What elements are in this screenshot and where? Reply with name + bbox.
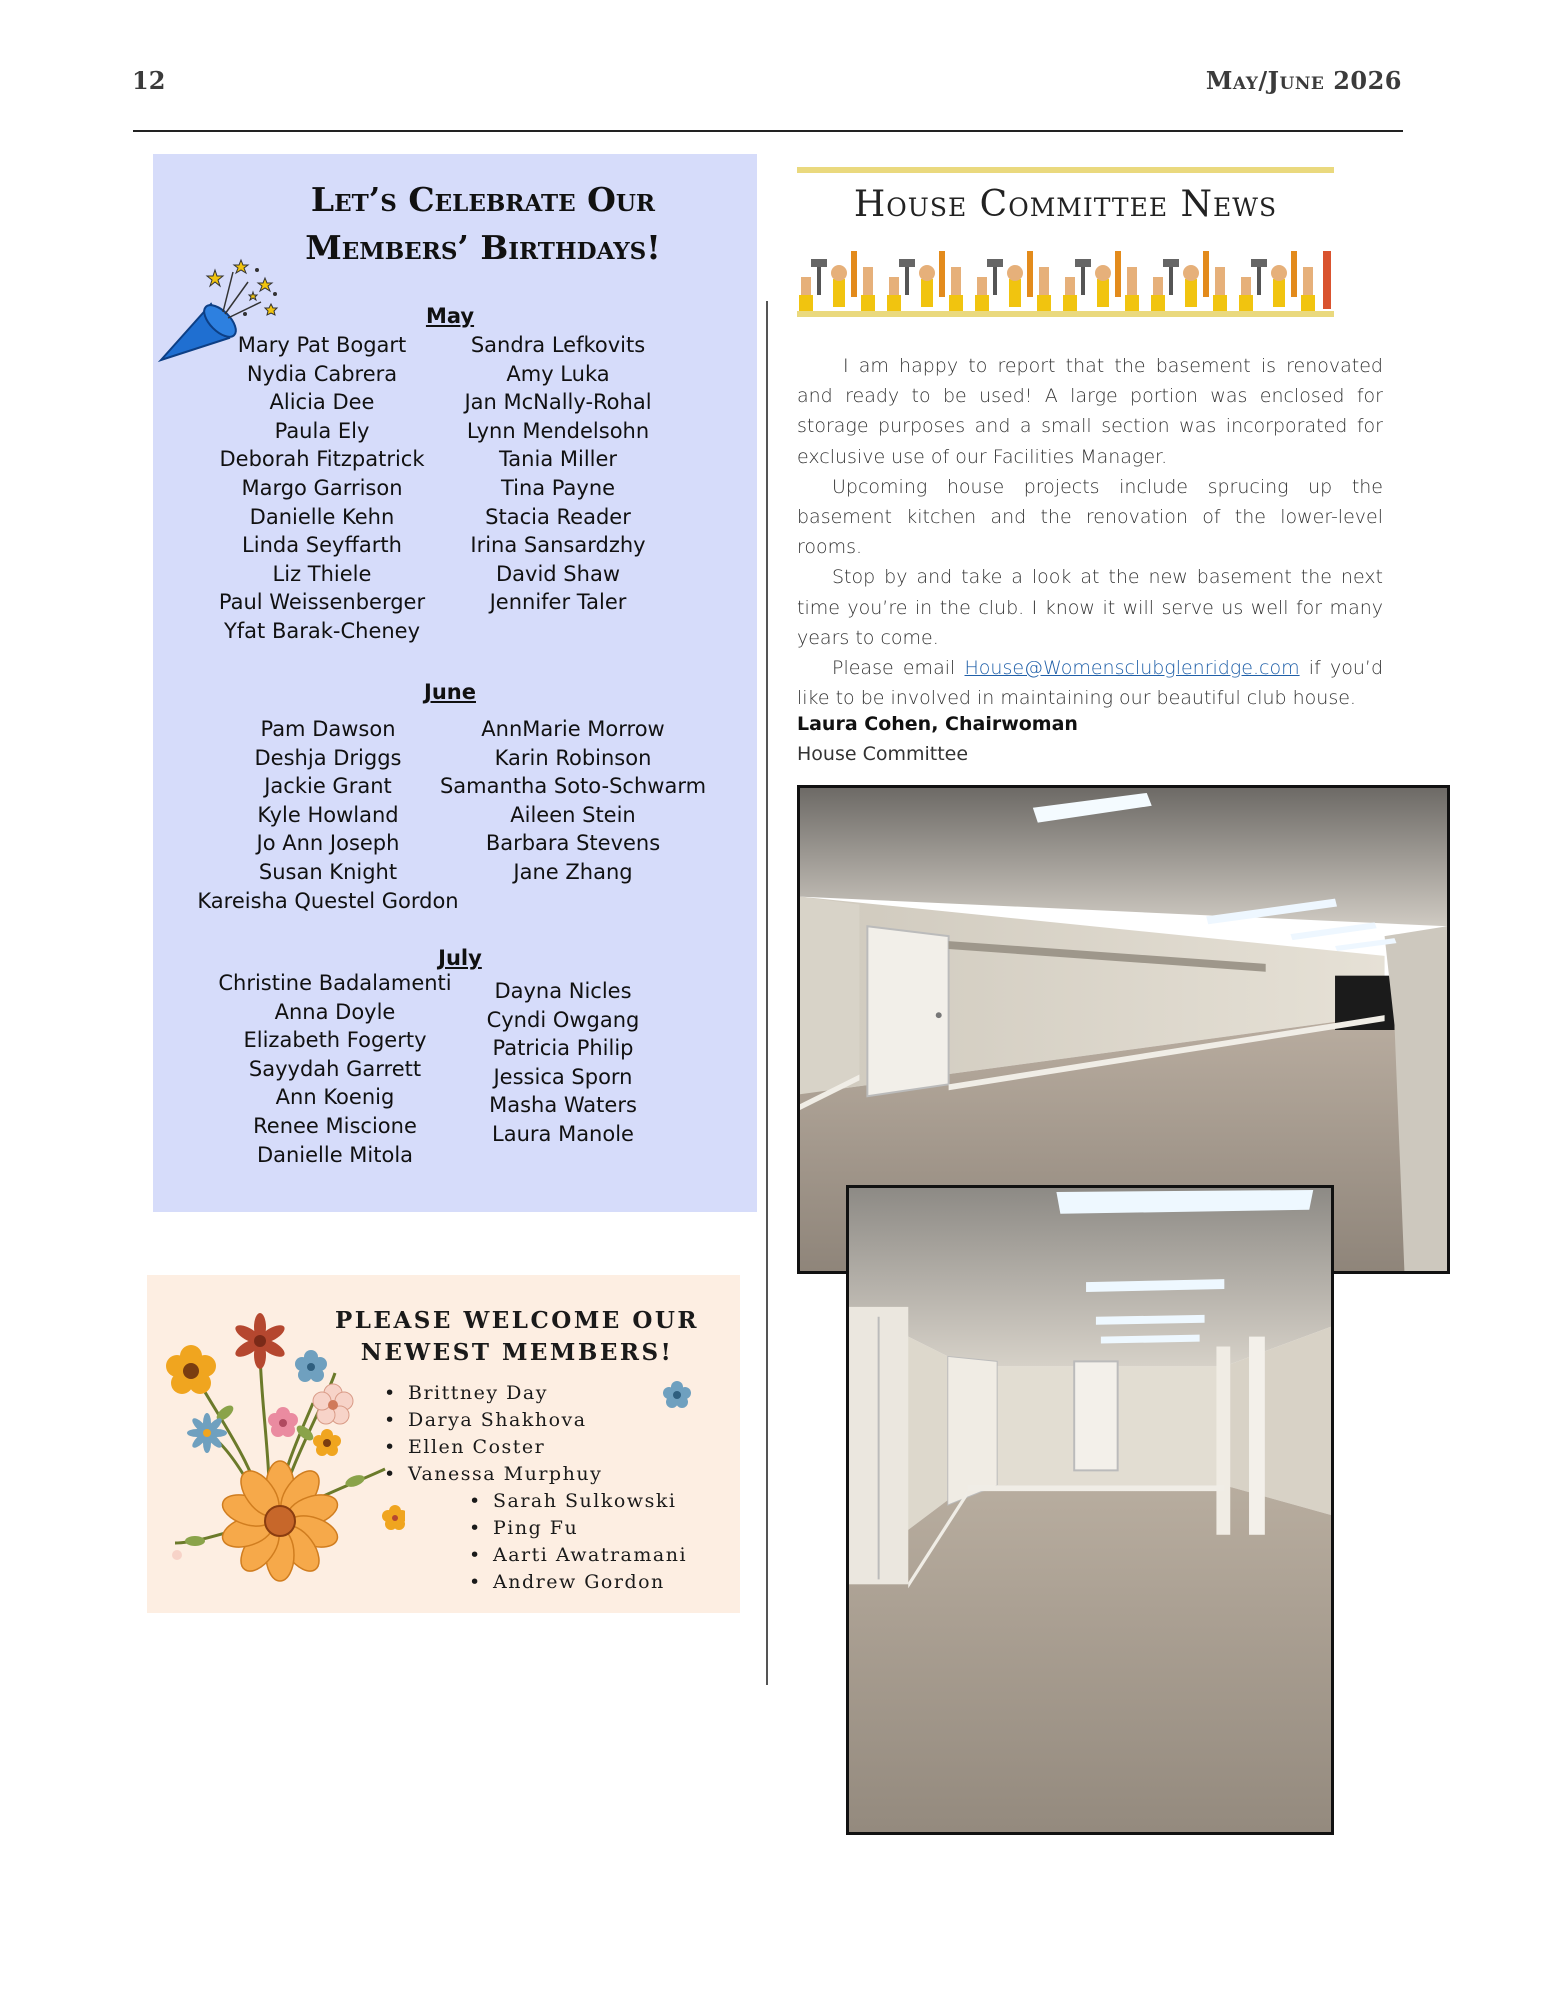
list-item: Jackie Grant [264,774,392,799]
list-item: Mary Pat Bogart [237,333,407,357]
month-label-june: June [424,680,476,704]
birthday-title-line2: Members’ Birthdays! [305,228,661,267]
month-label-july: July [438,946,482,970]
list-item: • Brittney Day [384,1380,602,1407]
hc-paragraph-4-after: if you’d like to be involved in maintaining our beautiful club house. [797,657,1384,710]
hc-paragraph-3: Stop by and take a look at the new basement the next time you’re in the club. I know it will serve us well for many years to come. [797,566,1383,649]
tools-banner-icon [797,245,1334,320]
list-item: Alicia Dee [269,390,375,415]
list-item: Kareisha Questel Gordon [197,888,459,913]
list-item: Karin Robinson [494,745,652,770]
list-item: Cyndi Owgang [486,1007,640,1032]
list-item: Danielle Mitola [256,1142,414,1167]
list-item: • Sarah Sulkowski [469,1488,687,1515]
house-committee-title: House Committee News [853,184,1278,225]
list-item: Sandra Lefkovits [470,333,646,357]
hc-paragraph-2: Upcoming house projects include sprucing up the basement kitchen and the renovation of the lower-level rooms. [797,475,1383,559]
list-item: Sayydah Garrett [248,1056,422,1081]
list-item: Samantha Soto-Schwarm [439,774,707,799]
list-item: Liz Thiele [272,561,372,586]
list-item: Susan Knight [258,859,398,884]
list-item: Paul Weissenberger [218,590,426,615]
list-item: Barbara Stevens [485,831,661,856]
hc-paragraph-4 [797,653,1383,713]
basement-photo-2 [846,1185,1334,1835]
list-item: Tina Payne [500,475,616,500]
list-item: Aileen Stein [510,802,636,827]
column-divider [766,301,768,1685]
hc-paragraph-4-before: Please email [832,657,965,680]
welcome-title-line2: NEWEST MEMBERS! [360,1339,674,1366]
list-item: Margo Garrison [241,475,403,500]
welcome-title-line1: PLEASE WELCOME OUR [334,1307,700,1334]
list-item: Yfat Barak-Cheney [223,618,421,643]
july-names-left [210,969,460,1169]
list-item: Jennifer Taler [489,590,627,615]
birthday-title-line1: Let’s Celebrate Our [310,180,656,219]
list-item: Kyle Howland [257,802,399,827]
list-item: Jessica Sporn [493,1064,633,1089]
list-item: Irina Sansardzhy [470,533,646,558]
june-names-right [423,715,723,887]
page-number: 12 [132,66,166,95]
list-item: Ann Koenig [275,1085,395,1110]
list-item: Amy Luka [506,361,610,386]
list-item: Lynn Mendelsohn [466,418,650,443]
house-committee-body [797,351,1383,713]
may-names-left [193,331,451,646]
new-members-list-a [384,1380,602,1488]
welcome-box [147,1275,740,1613]
list-item: • Andrew Gordon [469,1569,687,1596]
new-members-list-b [469,1488,687,1596]
header-rule [133,130,1403,132]
signature-role: House Committee [797,743,969,765]
month-label-may: May [425,304,475,328]
list-item: Renee Miscione [253,1113,417,1138]
small-blue-flower-icon [662,1380,692,1410]
list-item: • Ping Fu [469,1515,687,1542]
list-item: Tania Miller [498,447,618,472]
signature-name: Laura Cohen, Chairwoman [797,713,1078,735]
list-item: Deborah Fitzpatrick [219,447,425,472]
list-item: Jo Ann Joseph [256,831,400,856]
list-item: Stacia Reader [485,504,631,529]
house-committee-accent-bar [797,167,1334,173]
list-item: Masha Waters [489,1093,637,1118]
list-item: Nydia Cabrera [246,361,398,386]
list-item: Linda Seyffarth [242,533,402,558]
welcome-title [317,1305,717,1369]
list-item: Anna Doyle [274,999,396,1024]
list-item: Patricia Philip [492,1036,634,1061]
list-item: Jan McNally-Rohal [464,390,652,415]
house-email-link[interactable]: House@Womensclubglenridge.com [964,657,1300,680]
list-item: • Darya Shakhova [384,1407,602,1434]
list-item: Paula Ely [274,418,370,443]
list-item: AnnMarie Morrow [481,717,665,741]
list-item: Elizabeth Fogerty [243,1028,427,1053]
list-item: Pam Dawson [260,717,396,741]
list-item: David Shaw [496,561,620,586]
birthday-box [153,154,757,1212]
list-item: Danielle Kehn [249,504,395,529]
july-names-right [473,977,653,1149]
list-item: Jane Zhang [513,859,633,884]
list-item: Laura Manole [492,1121,634,1146]
list-item: • Vanessa Murphuy [384,1461,602,1488]
list-item: Deshja Driggs [254,745,402,770]
may-names-right [433,331,683,617]
list-item: • Aarti Awatramani [469,1542,687,1569]
list-item: Christine Badalamenti [218,971,452,995]
list-item: Dayna Nicles [494,979,632,1003]
hc-paragraph-1: I am happy to report that the basement is renovated and ready to be used! A large portion was enclosed for storage purposes and a small section was incorporated for exclusive use of our Facilities Manager. [797,355,1383,468]
issue-date: May/June 2026 [1205,66,1402,95]
list-item: • Ellen Coster [384,1434,602,1461]
